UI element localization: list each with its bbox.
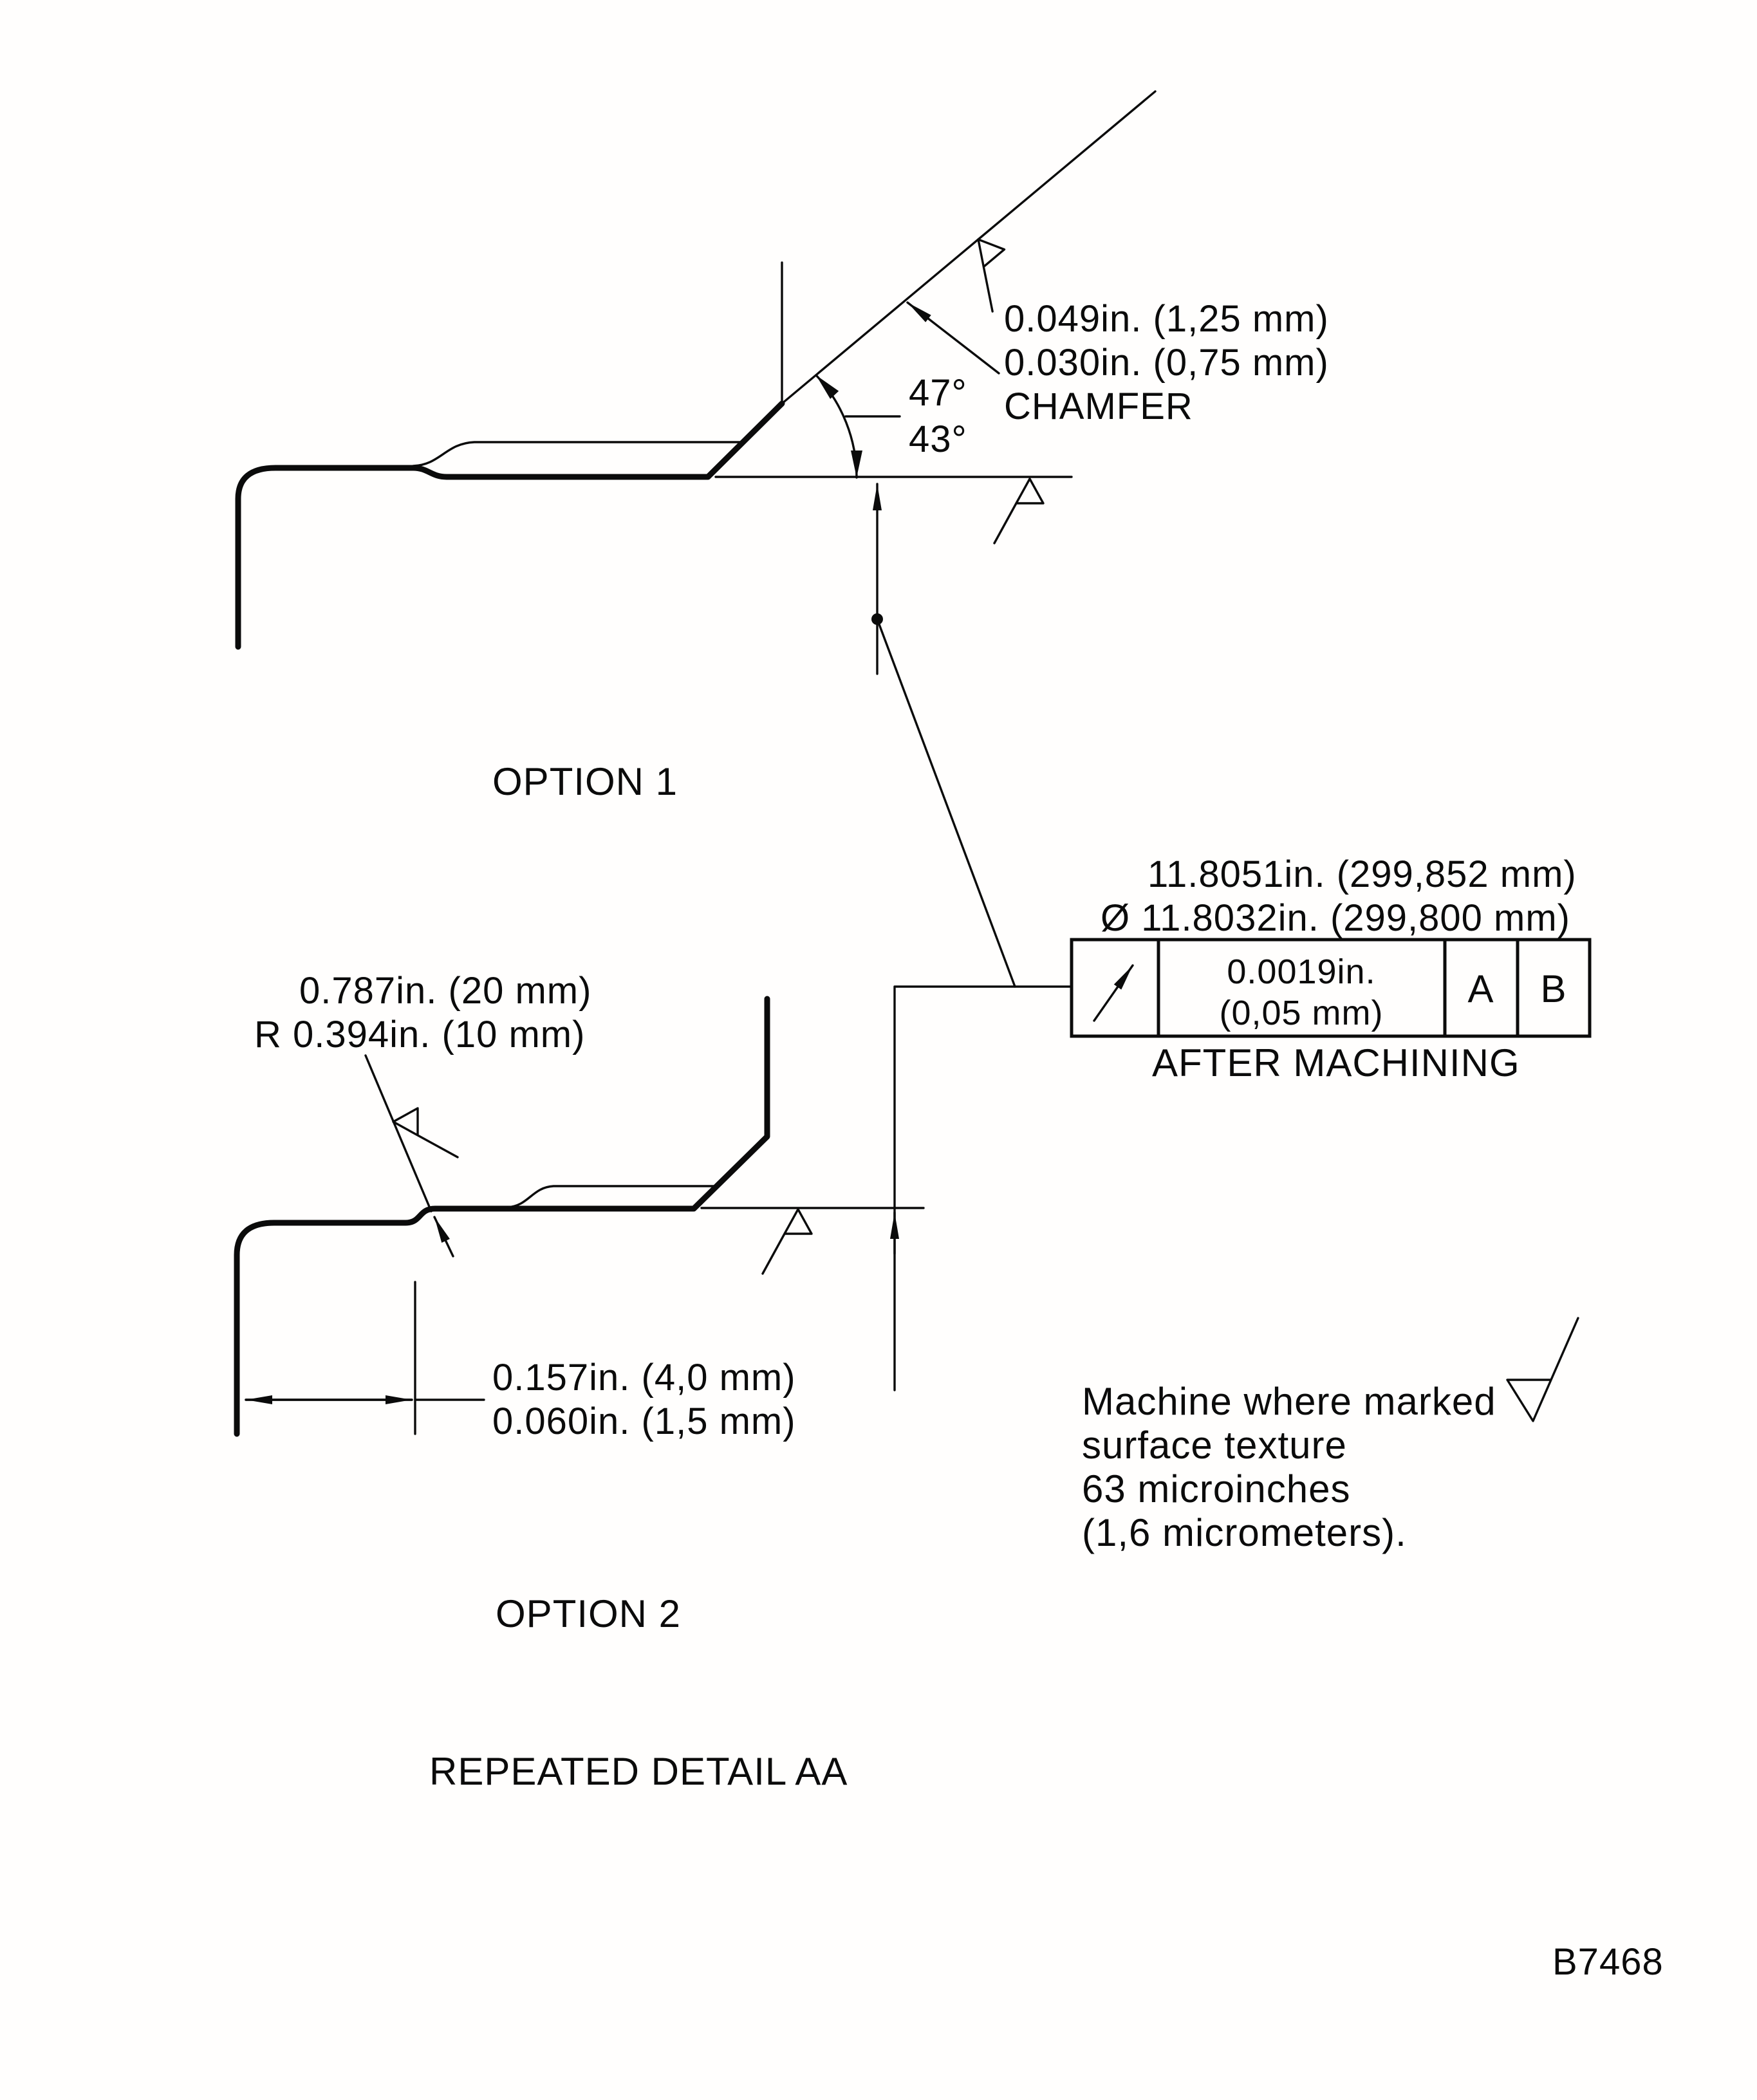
radius-callout-line1: 0.787in. (20 mm) <box>299 970 592 1012</box>
chamfer-leader-arrow <box>907 302 999 373</box>
fcf-datum-b: B <box>1540 967 1567 1010</box>
fcf-tolerance-in: 0.0019in. <box>1227 952 1376 991</box>
diameter-dim-line2: Ø 11.8032in. (299,800 mm) <box>1101 897 1570 939</box>
option2-stock-contour <box>507 1186 716 1207</box>
radius-leader-line <box>366 1055 431 1211</box>
option1-stock-contour <box>413 442 743 466</box>
diameter-leader-diagonal <box>877 619 1015 987</box>
option2-label: OPTION 2 <box>496 1592 682 1635</box>
surface-finish-icon <box>763 1209 812 1274</box>
option1-label: OPTION 1 <box>492 760 678 803</box>
surface-finish-icon <box>393 1108 458 1157</box>
width-dim-line2: 0.060in. (1,5 mm) <box>492 1400 796 1442</box>
chamfer-callout-line1: 0.049in. (1,25 mm) <box>1004 298 1329 340</box>
fcf-tolerance-mm: (0,05 mm) <box>1219 994 1384 1032</box>
machine-note-line4: (1,6 micrometers). <box>1082 1511 1407 1554</box>
fcf-datum-a: A <box>1467 967 1494 1010</box>
angle-arc-lower-arrowhead <box>851 451 862 478</box>
figure-number: B7468 <box>1552 1941 1664 1983</box>
machine-note-line2: surface texture <box>1082 1424 1347 1467</box>
circular-runout-icon <box>1094 965 1133 1021</box>
machine-note-line1: Machine where marked <box>1082 1380 1496 1423</box>
angle-lower-label: 43° <box>909 418 967 460</box>
radius-pointer-arrow <box>434 1217 453 1256</box>
surface-finish-icon <box>994 479 1043 543</box>
machine-note-line3: 63 microinches <box>1082 1467 1351 1510</box>
angle-upper-label: 47° <box>909 372 967 414</box>
diameter-dim-line1: 11.8051in. (299,852 mm) <box>1148 853 1577 895</box>
chamfer-callout-line2: 0.030in. (0,75 mm) <box>1004 342 1329 384</box>
option1-part-outline <box>238 404 782 647</box>
fcf-caption: AFTER MACHINING <box>1152 1041 1520 1084</box>
width-dim-line1: 0.157in. (4,0 mm) <box>492 1357 796 1398</box>
radius-callout-line2: R 0.394in. (10 mm) <box>254 1014 586 1055</box>
fcf-leader-horizontal <box>895 987 1072 1390</box>
footer-caption: REPEATED DETAIL AA <box>429 1750 848 1793</box>
chamfer-callout-line3: CHAMFER <box>1004 386 1193 427</box>
machining-check-icon <box>1507 1318 1578 1421</box>
